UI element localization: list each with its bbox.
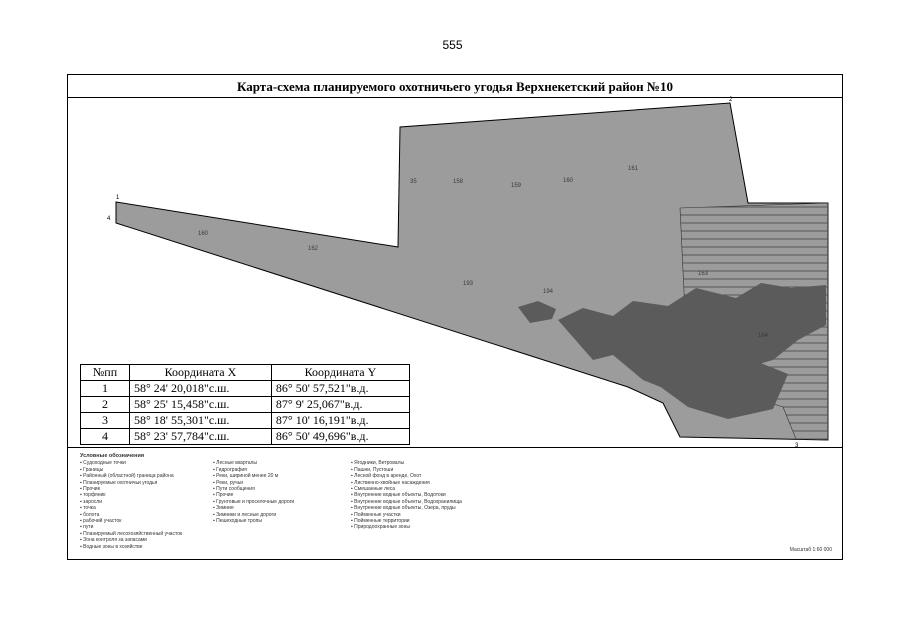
legend-item: ▪ Пойменные участки [351,511,401,518]
coord-y: 86° 50' 49,696"в.д. [271,429,409,445]
coord-x: 58° 24' 20,018"с.ш. [130,381,272,397]
legend-item: ▪ Зимние [213,505,234,512]
legend-column-2 [213,460,343,550]
col-header-x: Координата X [130,365,272,381]
col-header-y: Координата Y [271,365,409,381]
row-number: 1 [81,381,130,397]
table-row [81,397,410,413]
coord-y: 87° 10' 16,191"в.д. [271,413,409,429]
svg-text:160: 160 [198,231,209,237]
legend-column-3 [351,460,826,550]
legend-item: ▪ Ягодники, Ветровалы [351,460,405,467]
legend-item: ▪ Внутренние водные объекты, Водохранилища [351,498,462,505]
legend-item: ▪ Внутренние водные объекты, Озера, пруды [351,505,456,512]
table-row [81,381,410,397]
svg-text:35: 35 [410,179,417,185]
point-label-3: 3 [795,443,799,447]
legend-item: ▪ Пешеходные тропы [213,518,262,525]
row-number: 2 [81,397,130,413]
map-frame [67,74,843,560]
legend-item: ▪ Судоходные точки [80,460,126,467]
coordinate-table-header [81,365,410,381]
legend-item: ▪ Реки, шириной менее 20 м [213,473,279,480]
svg-text:163: 163 [698,271,709,277]
scale-label: Масштаб 1:60 000 [789,547,832,553]
svg-text:159: 159 [511,183,522,189]
legend-divider [68,447,842,448]
legend-item: ▪ Смешанные леса [351,486,396,493]
legend-item: ▪ торфяник [80,492,106,499]
svg-text:194: 194 [543,289,554,295]
legend-item: ▪ Лесной фонд в аренде, Охот [351,473,422,480]
legend-item: ▪ Природоохранные зоны [351,524,410,531]
legend-item: ▪ рабочий участок [80,518,122,525]
svg-text:193: 193 [463,281,474,287]
legend-item: ▪ Зона контроля за запасами [80,537,147,544]
legend-item: ▪ Лиственно-хвойные насаждения [351,479,430,486]
point-label-4: 4 [107,216,111,222]
point-label-2: 2 [729,97,733,103]
legend-item: ▪ Зимники и лесные дороги [213,511,277,518]
legend-item: ▪ Грунтовые и проселочные дороги [213,498,295,505]
legend-item: ▪ Границы [80,466,104,473]
coordinate-table [80,364,410,445]
map-title: Карта-схема планируемого охотничьего угодья Верхнекетский район №10 [236,79,673,94]
legend-heading: Условные обозначения [80,453,145,459]
legend-item: ▪ пути [80,524,94,531]
legend-item: ▪ заросли [80,498,103,505]
legend-item: ▪ Пути сообщения [213,486,255,493]
table-row [81,413,410,429]
coord-y: 87° 9' 25,067"в.д. [271,397,409,413]
legend-item: ▪ Реки, ручьи [213,479,244,486]
legend-item: ▪ Прочие [80,486,101,493]
legend-item: ▪ Планируемый лесохозяйственный участок [80,530,183,537]
svg-text:162: 162 [308,246,319,252]
legend-item: ▪ Внутренние водные объекты, Водотоки [351,492,446,499]
table-row [81,429,410,445]
coord-x: 58° 25' 15,458"с.ш. [130,397,272,413]
row-number: 3 [81,413,130,429]
legend-item: ▪ Районный (областной) граница района [80,473,174,480]
legend-item: ▪ Пойменные территории [351,518,410,525]
legend-item: ▪ Планируемые охотничьи угодья [80,479,158,486]
legend-item: ▪ Лесные кварталы [213,460,258,467]
legend-column-1 [80,460,205,550]
legend-item: ▪ точка [80,505,96,512]
legend-item: ▪ Гидрография [213,466,247,473]
legend-item: ▪ Пашни, Пустоши [351,466,394,473]
coord-x: 58° 18' 55,301"с.ш. [130,413,272,429]
legend-item: ▪ болота [80,511,100,518]
point-label-1: 1 [116,195,120,201]
coord-y: 86° 50' 57,521"в.д. [271,381,409,397]
svg-text:164: 164 [758,333,769,339]
legend-item: ▪ Водные зоны в хозяйстве [80,543,143,550]
map-legend [80,453,830,550]
legend-item: ▪ Прочие [213,492,234,499]
row-number: 4 [81,429,130,445]
coord-x: 58° 23' 57,784"с.ш. [130,429,272,445]
svg-text:161: 161 [628,166,639,172]
svg-text:160: 160 [563,178,574,184]
col-header-number: №пп [81,365,130,381]
page-number: 555 [442,38,463,52]
svg-text:158: 158 [453,179,464,185]
